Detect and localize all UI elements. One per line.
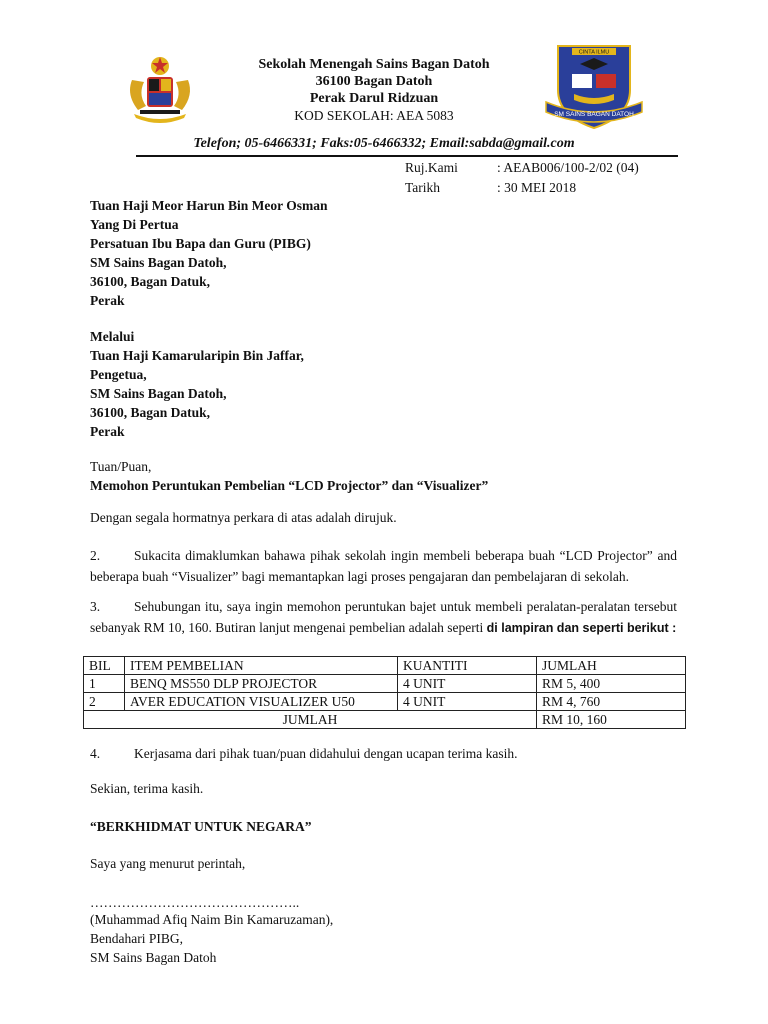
paragraph-4 <box>90 743 677 764</box>
column-header: BIL <box>84 657 125 675</box>
logo-motto-top: CINTA ILMU <box>578 49 610 56</box>
school-state: Perak Darul Ridzuan <box>309 91 439 106</box>
recipient-line: Perak <box>90 293 125 308</box>
table-cell: 1 <box>84 675 125 693</box>
sign-off: Saya yang menurut perintah, <box>90 856 246 871</box>
signer-title: Bendahari PIBG, <box>90 931 183 946</box>
header-divider <box>136 155 678 157</box>
recipient-address <box>90 196 328 310</box>
ruj-value: : AEAB006/100-2/02 (04) <box>497 160 639 175</box>
recipient-line: Yang Di Pertua <box>90 217 179 232</box>
table-cell: AVER EDUCATION VISUALIZER U50 <box>125 693 398 711</box>
table-total-row <box>84 711 686 729</box>
via-line: 36100, Bagan Datuk, <box>90 405 211 420</box>
signature-line: ……………………………………….. <box>90 895 300 910</box>
paragraph-2 <box>90 545 677 587</box>
opening-line: Dengan segala hormatnya perkara di atas adalah dirujuk. <box>90 510 397 525</box>
column-header: ITEM PEMBELIAN <box>125 657 398 675</box>
paragraph-text: Sehubungan itu, saya ingin memohon peruntukan bajet untuk membeli peralatan-peralatan tersebut sebanyak RM 10, 160. Butiran lanjut mengenai pembelian adalah seperti <box>90 599 677 635</box>
paragraph-number: 4. <box>90 746 101 761</box>
tarikh-label: Tarikh <box>405 180 441 195</box>
salutation: Tuan/Puan, <box>90 459 152 474</box>
letterhead <box>200 56 548 124</box>
table-header-row <box>84 657 686 675</box>
recipient-line: 36100, Bagan Datuk, <box>90 274 211 289</box>
total-label: JUMLAH <box>84 711 537 729</box>
recipient-line: Persatuan Ibu Bapa dan Guru (PIBG) <box>90 236 311 251</box>
table-cell: BENQ MS550 DLP PROJECTOR <box>125 675 398 693</box>
closing-line: Sekian, terima kasih. <box>90 781 204 796</box>
table-row <box>84 693 686 711</box>
via-line: Melalui <box>90 329 135 344</box>
reference-block <box>405 158 639 198</box>
paragraph-number: 3. <box>90 599 101 614</box>
paragraph-number: 2. <box>90 548 101 563</box>
table-row <box>84 675 686 693</box>
paragraph-emphasis: di lampiran dan seperti berikut : <box>486 621 677 635</box>
recipient-line: SM Sains Bagan Datoh, <box>90 255 227 270</box>
motto: “BERKHIDMAT UNTUK NEGARA” <box>90 819 312 834</box>
total-value: RM 10, 160 <box>537 711 686 729</box>
ruj-label: Ruj.Kami <box>405 160 458 175</box>
signer-name: (Muhammad Afiq Naim Bin Kamaruzaman), <box>90 912 334 927</box>
tarikh-value: : 30 MEI 2018 <box>497 180 577 195</box>
via-address <box>90 327 304 441</box>
school-logo-icon <box>538 40 650 132</box>
paragraph-text: Kerjasama dari pihak tuan/puan didahului dengan ucapan terima kasih. <box>134 746 518 761</box>
table-cell: 4 UNIT <box>398 693 537 711</box>
recipient-line: Tuan Haji Meor Harun Bin Meor Osman <box>90 198 328 213</box>
table-cell: 2 <box>84 693 125 711</box>
table-cell: 4 UNIT <box>398 675 537 693</box>
column-header: JUMLAH <box>537 657 686 675</box>
paragraph-text: Sukacita dimaklumkan bahawa pihak sekolah ingin membeli beberapa buah “LCD Projector” and beberapa buah “Visualizer” bagi memantapkan lagi proses pengajaran dan pembelajaran di sekolah. <box>90 548 677 584</box>
table-cell: RM 4, 760 <box>537 693 686 711</box>
school-postcode-city: 36100 Bagan Datoh <box>315 74 433 89</box>
signer-school: SM Sains Bagan Datoh <box>90 950 217 965</box>
coat-of-arms-icon <box>120 50 200 130</box>
column-header: KUANTITI <box>398 657 537 675</box>
subject-line: Memohon Peruntukan Pembelian “LCD Projector” dan “Visualizer” <box>90 478 489 493</box>
school-name: Sekolah Menengah Sains Bagan Datoh <box>258 57 490 72</box>
contact-line: Telefon; 05-6466331; Faks:05-6466332; Email:sabda@gmail.com <box>193 136 575 151</box>
paragraph-3 <box>90 596 677 639</box>
via-line: Pengetua, <box>90 367 147 382</box>
via-line: Perak <box>90 424 125 439</box>
purchase-table <box>83 656 686 729</box>
logo-motto-bottom: SM SAINS BAGAN DATOH <box>554 111 634 118</box>
school-code: KOD SEKOLAH: AEA 5083 <box>294 108 454 123</box>
via-line: SM Sains Bagan Datoh, <box>90 386 227 401</box>
table-cell: RM 5, 400 <box>537 675 686 693</box>
via-line: Tuan Haji Kamarularipin Bin Jaffar, <box>90 348 304 363</box>
